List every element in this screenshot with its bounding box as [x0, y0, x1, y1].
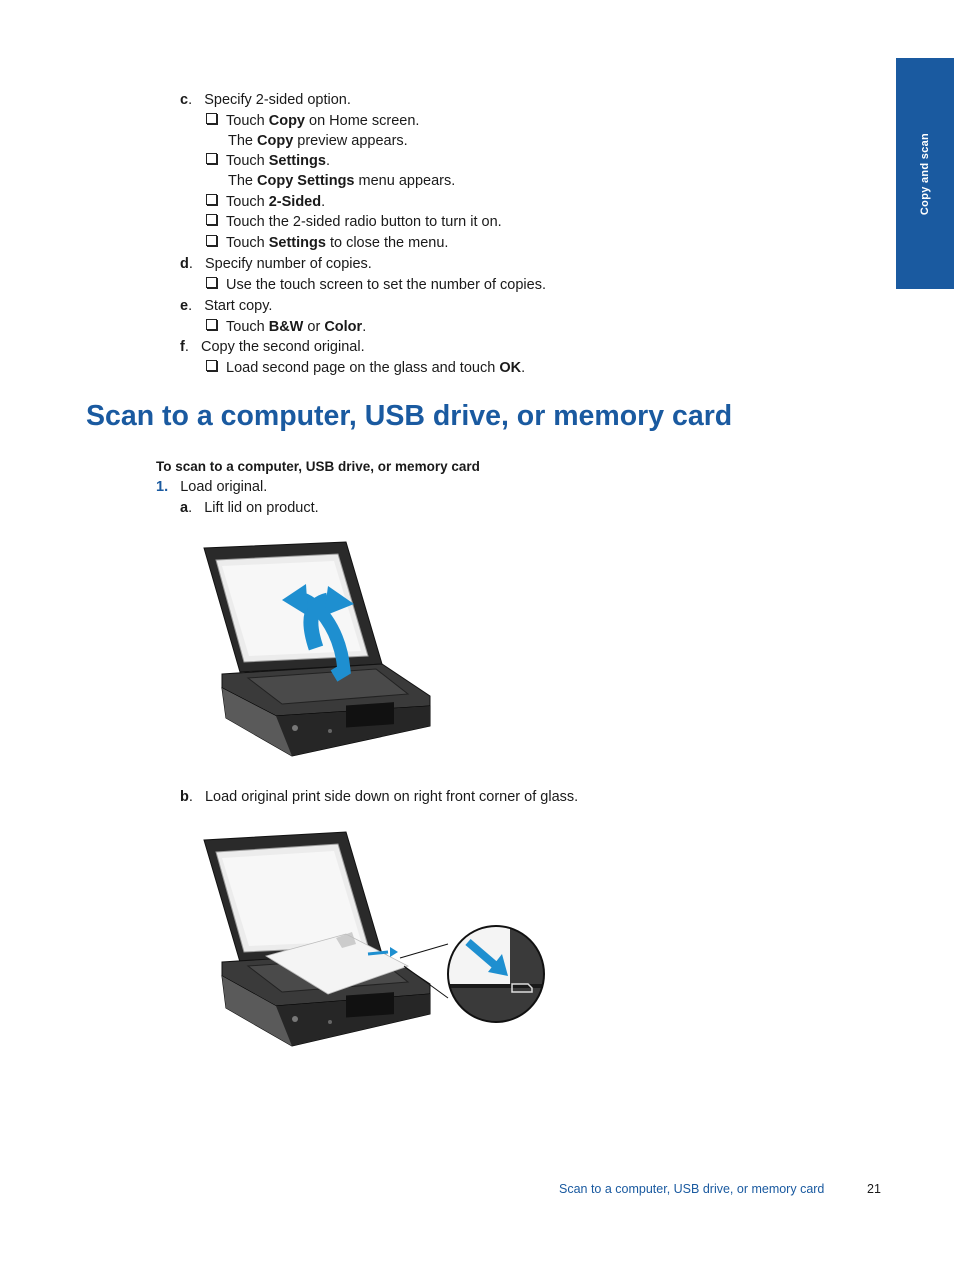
checkbox-icon: [206, 194, 217, 205]
step-1b: b. Load original print side down on right front corner of glass.: [180, 789, 579, 805]
step-f-item-1: Load second page on the glass and touch OK.: [206, 360, 525, 377]
step-c-item-2-result: The Copy Settings menu appears.: [228, 173, 456, 189]
printer-lid-open-illustration: [196, 538, 436, 760]
step-1: 1. Load original.: [156, 479, 268, 495]
checkbox-icon: [206, 235, 217, 246]
printer-load-original-illustration: [196, 826, 552, 1052]
checkbox-icon: [206, 319, 217, 330]
step-c-item-4: Touch the 2-sided radio button to turn it on.: [206, 214, 502, 231]
step-c: c. Specify 2-sided option.: [180, 92, 351, 108]
step-c-text: Specify 2-sided option.: [204, 92, 351, 108]
step-c-item-2: Touch Settings.: [206, 153, 330, 170]
side-tab-label: Copy and scan: [919, 132, 931, 215]
section-heading: Scan to a computer, USB drive, or memory card: [86, 400, 733, 432]
checkbox-icon: [206, 153, 217, 164]
step-c-item-5: Touch Settings to close the menu.: [206, 235, 448, 252]
checkbox-icon: [206, 113, 217, 124]
page-number: 21: [867, 1182, 881, 1196]
step-c-item-3: Touch 2-Sided.: [206, 194, 325, 211]
checkbox-icon: [206, 214, 217, 225]
step-e: e. Start copy.: [180, 298, 273, 314]
step-f: f. Copy the second original.: [180, 339, 365, 355]
step-c-item-1: Touch Copy on Home screen.: [206, 113, 419, 130]
footer-title: Scan to a computer, USB drive, or memory card: [559, 1182, 825, 1196]
step-e-item-1: Touch B&W or Color.: [206, 319, 366, 336]
step-c-letter: c: [180, 92, 189, 108]
section-subheading: To scan to a computer, USB drive, or memory card: [156, 459, 480, 474]
step-1a: a. Lift lid on product.: [180, 500, 319, 516]
checkbox-icon: [206, 277, 217, 288]
step-d-item-1: Use the touch screen to set the number of copies.: [206, 277, 546, 294]
step-c-item-1-result: The Copy preview appears.: [228, 133, 408, 149]
checkbox-icon: [206, 360, 217, 371]
side-tab: [896, 58, 954, 289]
step-d: d. Specify number of copies.: [180, 256, 372, 272]
